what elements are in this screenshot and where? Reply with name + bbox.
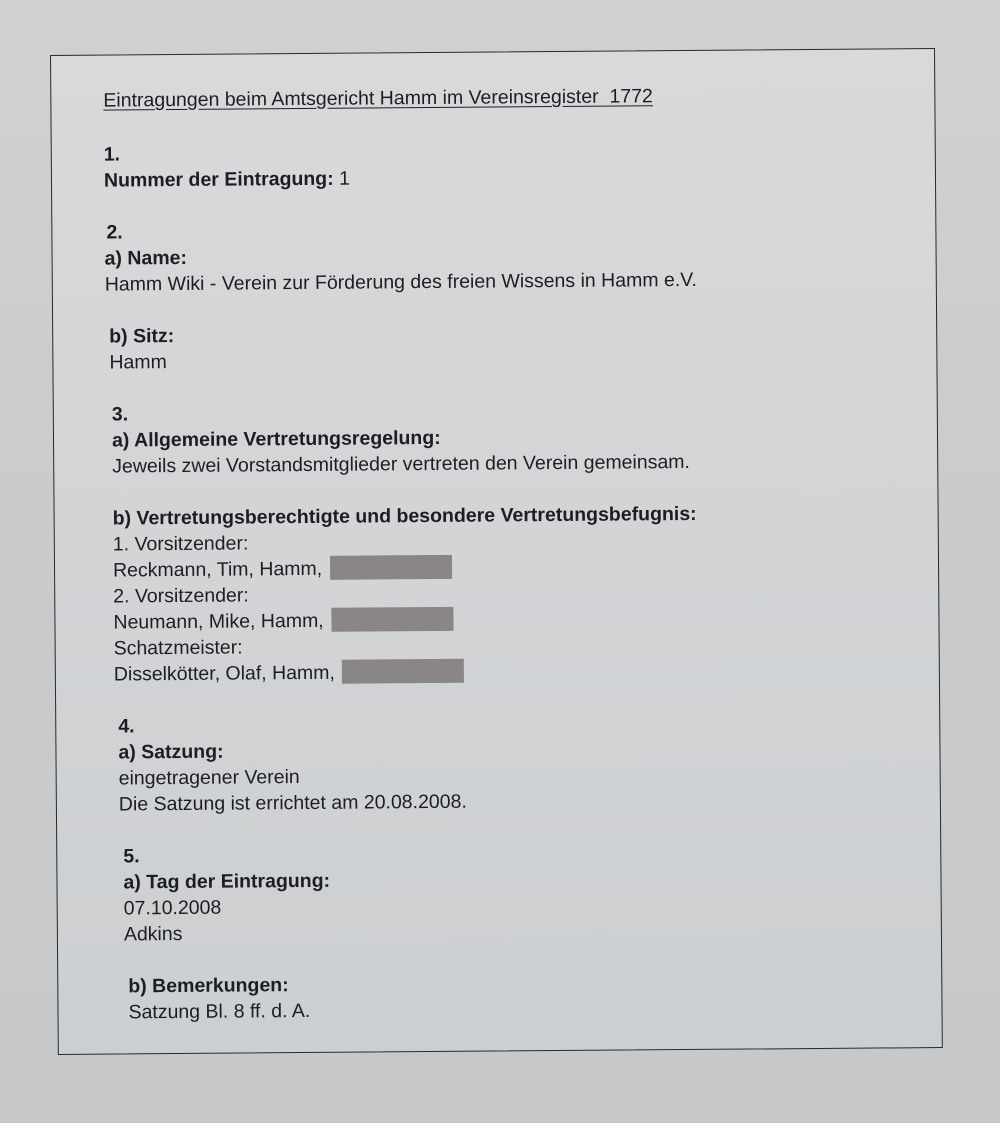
statute-line: Die Satzung ist errichtet am 20.08.2008. — [118, 790, 467, 816]
redaction-box — [329, 555, 451, 580]
section-3 — [112, 395, 908, 687]
role-label: 2. Vorsitzender: — [113, 584, 249, 608]
section-number: 5. — [123, 845, 140, 868]
section-4 — [118, 707, 909, 817]
section-number: 2. — [106, 221, 123, 244]
name-value: Hamm Wiki - Verein zur Förderung des freien Wissens in Hamm e.V. — [104, 268, 697, 296]
seat-label: b) Sitz: — [109, 325, 175, 348]
entry-number-value: 1 — [333, 167, 351, 190]
section-1 — [104, 135, 904, 193]
statute-line: eingetragener Verein — [118, 766, 300, 790]
seat-value: Hamm — [109, 351, 167, 374]
registration-date-label: a) Tag der Eintragung: — [123, 869, 331, 894]
document-content — [103, 81, 911, 1051]
person-name: Neumann, Mike, Hamm, — [113, 609, 324, 634]
seat-block — [109, 317, 905, 375]
name-block — [104, 239, 904, 297]
role-label: Schatzmeister: — [113, 636, 243, 660]
representation-rule-block — [112, 421, 906, 479]
registration-date-block — [123, 863, 910, 947]
redaction-box — [342, 659, 464, 684]
section-5 — [123, 837, 910, 1025]
role-label: 1. Vorsitzender: — [112, 532, 249, 556]
representation-rule-label: a) Allgemeine Vertretungsregelung: — [111, 426, 441, 452]
page-title: Eintragungen beim Amtsgericht Hamm im Vereinsregister 1772 — [103, 85, 653, 112]
redaction-box — [331, 607, 453, 632]
section-number: 4. — [118, 715, 135, 738]
section-number: 1. — [103, 143, 121, 166]
entry-number-label: Nummer der Eintragung: — [103, 167, 334, 192]
remarks-label: b) Bemerkungen: — [128, 974, 289, 998]
representatives-block — [113, 499, 908, 687]
remarks-block — [128, 967, 910, 1025]
representation-rule-value: Jeweils zwei Vorstandsmitglieder vertreten den Verein gemeinsam. — [112, 450, 691, 478]
section-number: 3. — [111, 403, 129, 426]
statute-label: a) Satzung: — [118, 740, 224, 764]
person-name: Reckmann, Tim, Hamm, — [112, 557, 323, 582]
person-line — [114, 655, 908, 687]
remarks-value: Satzung Bl. 8 ff. d. A. — [128, 999, 311, 1024]
document-page — [50, 48, 943, 1055]
representatives-label: b) Vertretungsberechtigte und besondere Vertretungsbefugnis: — [112, 502, 697, 530]
section-2 — [104, 213, 905, 375]
registration-date-value: 07.10.2008 — [123, 896, 222, 920]
person-name: Disselkötter, Olaf, Hamm, — [113, 661, 336, 686]
name-label: a) Name: — [104, 246, 188, 270]
registrar-name: Adkins — [123, 922, 183, 946]
